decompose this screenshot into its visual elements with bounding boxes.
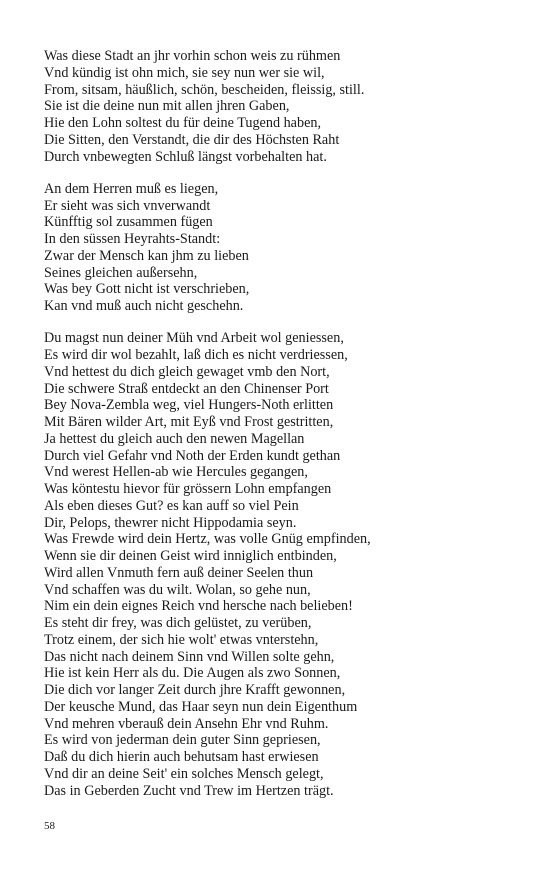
- verse-line: Was bey Gott nicht ist verschrieben,: [44, 281, 250, 298]
- stanza-1: [44, 48, 524, 165]
- verse-line: Zwar der Mensch kan jhm zu lieben: [44, 247, 249, 264]
- verse-line: Ja hettest du gleich auch den newen Magellan: [44, 430, 305, 447]
- verse-line: Er sieht was sich vnverwandt: [44, 197, 211, 214]
- verse-line: Es steht dir frey, was dich gelüstet, zu verüben,: [44, 615, 312, 632]
- verse-line: Wenn sie dir deinen Geist wird inniglich entbinden,: [44, 548, 337, 565]
- verse-line: Vnd dir an deine Seit' ein solches Mensch gelegt,: [44, 765, 324, 782]
- verse-line: From, sitsam, häußlich, schön, bescheiden, fleissig, still.: [44, 81, 365, 98]
- verse-line: Vnd kündig ist ohn mich, sie sey nun wer sie wil,: [44, 64, 325, 81]
- verse-line: Was diese Stadt an jhr vorhin schon weis zu rühmen: [44, 48, 341, 64]
- verse-line: Was köntestu hievor für grössern Lohn empfangen: [44, 481, 332, 498]
- verse-line: Durch vnbewegten Schluß längst vorbehalten hat.: [44, 148, 327, 165]
- page-number: 58: [44, 820, 55, 832]
- verse-line: Seines gleichen außersehn,: [44, 264, 198, 281]
- verse-line: Wird allen Vnmuth fern auß deiner Seelen thun: [44, 564, 314, 581]
- stanza-2: [44, 181, 524, 315]
- verse-line: Vnd hettest du dich gleich gewaget vmb den Nort,: [44, 363, 330, 380]
- verse-line: Vnd schaffen was du wilt. Wolan, so gehe nun,: [44, 581, 311, 598]
- verse-line: Mit Bären wilder Art, mit Eyß vnd Frost gestritten,: [44, 414, 334, 431]
- verse-line: Es wird von jederman dein guter Sinn gepriesen,: [44, 732, 321, 749]
- verse-line: Bey Nova-Zembla weg, viel Hungers-Noth erlitten: [44, 397, 334, 414]
- verse-line: In den süssen Heyrahts-Standt:: [44, 231, 221, 248]
- verse-line: Durch viel Gefahr vnd Noth der Erden kundt gethan: [44, 447, 341, 464]
- verse-line: Die schwere Straß entdeckt an den Chinenser Port: [44, 380, 329, 397]
- poem-text: [44, 48, 524, 815]
- verse-line: Die Sitten, den Verstandt, die dir des Höchsten Raht: [44, 131, 340, 148]
- verse-line: Künfftig sol zusammen fügen: [44, 214, 213, 231]
- verse-line: Vnd werest Hellen-ab wie Hercules gegangen,: [44, 464, 308, 481]
- verse-line: Dir, Pelops, thewrer nicht Hippodamia seyn.: [44, 514, 297, 531]
- verse-line: Hie ist kein Herr als du. Die Augen als zwo Sonnen,: [44, 665, 341, 682]
- verse-line: Nim ein dein eignes Reich vnd hersche nach belieben!: [44, 598, 353, 615]
- verse-line: Sie ist die deine nun mit allen jhren Gaben,: [44, 98, 290, 115]
- verse-line: Was Frewde wird dein Hertz, was volle Gnüg empfinden,: [44, 531, 371, 548]
- verse-line: Hie den Lohn soltest du für deine Tugend haben,: [44, 115, 322, 131]
- verse-line: Es wird dir wol bezahlt, laß dich es nicht verdriessen,: [44, 347, 348, 364]
- verse-line: An dem Herren muß es liegen,: [44, 180, 219, 197]
- verse-line: Als eben dieses Gut? es kan auff so viel Pein: [44, 497, 299, 514]
- verse-line: Daß du dich hierin auch behutsam hast erwiesen: [44, 749, 319, 766]
- verse-line: Kan vnd muß auch nicht geschehn.: [44, 298, 244, 315]
- verse-line: Das in Geberden Zucht vnd Trew im Hertzen trägt.: [44, 782, 334, 799]
- verse-line: Du magst nun deiner Müh vnd Arbeit wol geniessen,: [44, 330, 344, 347]
- stanza-3: [44, 330, 524, 799]
- verse-line: Trotz einem, der sich hie wolt' etwas vnterstehn,: [44, 631, 319, 648]
- verse-line: Vnd mehren vberauß dein Ansehn Ehr vnd Ruhm.: [44, 715, 329, 732]
- verse-line: Die dich vor langer Zeit durch jhre Krafft gewonnen,: [44, 682, 346, 699]
- verse-line: Der keusche Mund, das Haar seyn nun dein Eigenthum: [44, 698, 358, 715]
- verse-line: Das nicht nach deinem Sinn vnd Willen solte gehn,: [44, 648, 335, 665]
